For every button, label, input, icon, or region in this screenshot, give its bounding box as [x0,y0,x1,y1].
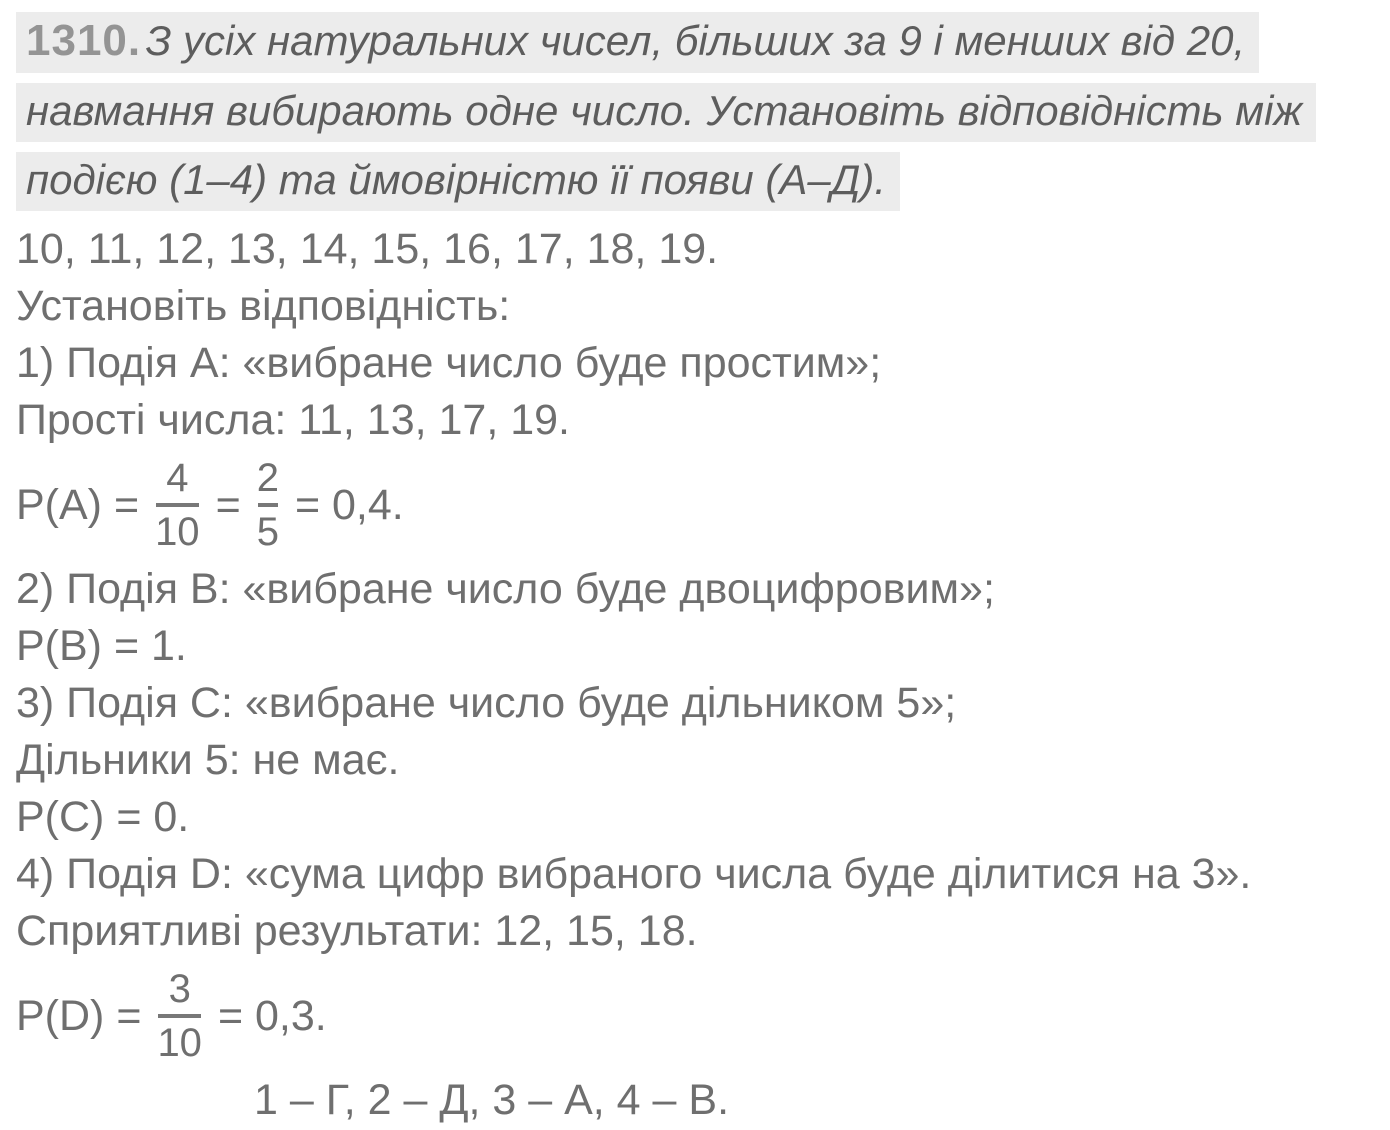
fraction-denominator: 10 [155,510,200,554]
statement-text-1: З усіх натуральних чисел, більших за 9 і менших від 20, [145,17,1246,64]
fraction-2-5 [257,457,279,553]
favorable-line: Сприятливі результати: 12, 15, 18. [16,907,698,955]
fraction-denominator: 5 [256,510,279,554]
sample-space-line: 10, 11, 12, 13, 14, 15, 16, 17, 18, 19. [16,225,719,273]
statement-highlight [16,12,1259,73]
probability-b-line: P(B) = 1. [16,622,187,670]
event-a-line: 1) Подія А: «вибране число буде простим»; [16,339,882,387]
statement-highlight [16,152,900,211]
formula-d-result: = 0,3. [217,991,327,1040]
fraction-3-10 [157,968,202,1064]
problem-statement-line-1 [16,12,1390,73]
divisors-line: Дільники 5: не має. [16,736,400,784]
probability-c-line: P(C) = 0. [16,793,190,841]
textbook-solution-page [16,12,1390,1129]
final-answer-line: 1 – Г, 2 – Д, 3 – А, 4 – В. [254,1076,730,1124]
problem-statement-line-2 [16,83,1390,142]
fraction-bar [156,503,199,507]
formula-a-equals: = [215,480,241,529]
event-d-line: 4) Подія D: «сума цифр вибраного числа буде ділитися на 3». [16,850,1252,898]
event-b-line: 2) Подія В: «вибране число буде двоцифровим»; [16,565,995,613]
probability-a-formula [16,449,1390,561]
primes-line: Прості числа: 11, 13, 17, 19. [16,396,571,444]
event-c-line: 3) Подія С: «вибране число буде дільником 5»; [16,679,957,727]
formula-a-lhs: P(A) = [16,480,140,529]
problem-statement-line-3 [16,152,1390,211]
fraction-numerator: 2 [256,456,279,500]
fraction-denominator: 10 [157,1021,202,1065]
fraction-numerator: 4 [166,456,189,500]
match-prompt-line: Установіть відповідність: [16,282,511,330]
fraction-bar [158,1014,201,1018]
statement-highlight [16,83,1316,142]
formula-d-lhs: P(D) = [16,991,142,1040]
fraction-numerator: 3 [168,967,191,1011]
problem-number: 1310. [26,16,142,65]
statement-text-2: навмання вибирають одне число. Установіть відповідність між [26,87,1303,134]
fraction-4-10 [155,457,200,553]
statement-text-3: подією (1–4) та ймовірністю її появи (А–Д). [26,156,886,203]
formula-a-result: = 0,4. [294,480,404,529]
probability-d-formula [16,960,1390,1072]
fraction-bar [258,503,278,507]
